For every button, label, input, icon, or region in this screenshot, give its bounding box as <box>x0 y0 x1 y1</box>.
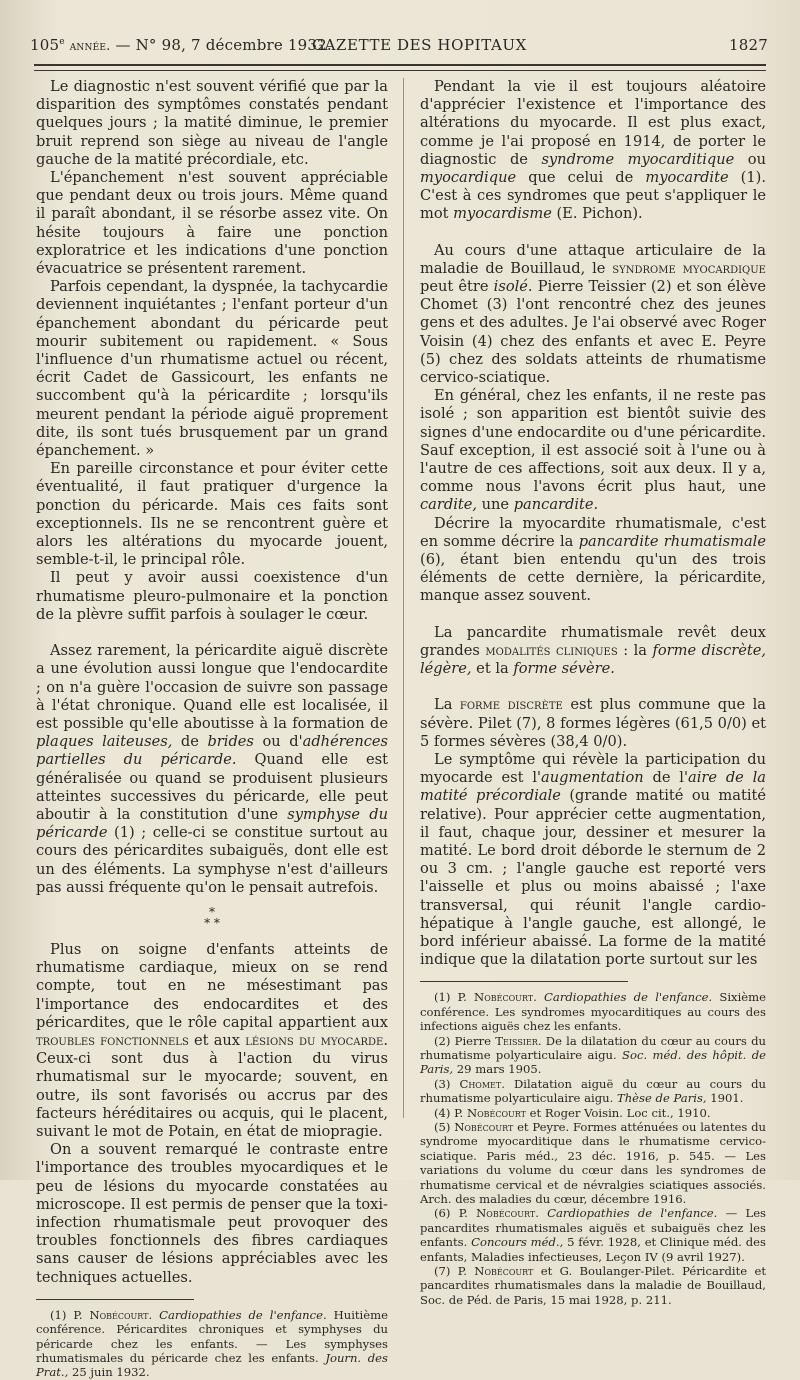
section-asterism: * * * <box>204 904 220 930</box>
paragraph: La forme discrète est plus commune que la sévère. Pilet (7), 8 formes légères (61,5 0/0) et 5 formes sévères (38,4 0/0). <box>420 696 767 750</box>
paragraph: Au cours d'une attaque articulaire de la maladie de Bouillaud, le syndrome myocardique peut être isolé. Pierre Teissier (2) et son élève Chomet (3) l'ont rencontré chez des jeunes gens et des adultes. Je l'ai observé avec Roger Voisin (4) chez des enfants et avec E. Peyre (5) chez des soldats atteints de rhumatisme cervico-sciatique. <box>420 241 766 387</box>
paragraph: En général, chez les enfants, il ne reste pas isolé ; son apparition est bientôt suivie des signes d'une endocardite ou d'une péricardite. Sauf exception, il est associé soit à l'une ou à l'autre de ces affections, soit aux deux. Il y a, comme nous l'avons écrit plus haut, une cardite, une pancardite. <box>420 387 766 514</box>
right-column <box>420 78 766 1307</box>
footnote: (5) Nobécourt et Peyre. Formes atténuées ou latentes du syndrome myocarditique dans le rhumatisme cervico-sciatique. Paris méd., 23 déc. 1916, p. 545. — Les variations du volume du cœur dans les syndromes de rhumatisme cervical et de névralgies sciatiques associés. Arch. des maladies du cœur, décembre 1916. <box>420 1120 766 1207</box>
journal-title: GAZETTE DES HOPITAUX <box>312 36 527 54</box>
header-rule <box>34 64 766 66</box>
issue-info: 105e année. — N° 98, 7 décembre 1932. <box>30 36 332 54</box>
footnote: (1) P. Nobécourt. Cardiopathies de l'enfance. Sixième conférence. Les syndromes myocarditiques au cours des infections aiguës chez les enfants. <box>420 990 766 1034</box>
footnote: (4) P. Nobécourt et Roger Voisin. Loc cit., 1910. <box>434 1105 711 1120</box>
paragraph: Assez rarement, la péricardite aiguë discrète a une évolution aussi longue que l'endocardite ; on n'a guère l'occasion de suivre son passage à l'état chronique. Quand elle est localisée, il est possible qu'elle aboutisse à la formation de plaques laiteuses, de brides ou d'adhérences partielles du péricarde. Quand elle est généralisée ou quand se produisent plusieurs atteintes successives du péricarde, elle peut aboutir à la constitution d'une symphyse du péricarde (1) ; celle-ci se constitue surtout au cours des péricardites subaiguës, dont elle est un des éléments. La symphyse n'est d'ailleurs pas aussi fréquente qu'on le pensait autrefois. <box>36 642 389 896</box>
page-number: 1827 <box>729 36 768 54</box>
paragraph: On a souvent remarqué le contraste entre l'importance des troubles myocardiques et le peu de lésions du myocarde constatées au microscope. Il est permis de penser que la toxi-infection rhumatismale peut provoquer des troubles fonctionnels des fibres cardiaques sans causer de lésions appréciables avec les techniques actuelles. <box>36 1141 388 1286</box>
footnotes <box>420 990 766 1307</box>
paragraph: Plus on soigne d'enfants atteints de rhumatisme cardiaque, mieux on se rend compte, tout en ne mésestimant pas l'importance des endocardites et des péricardites, que le rôle capital appartient aux troubles fonctionnels et aux lésions du myocarde. Ceux-ci sont dus à l'action du virus rhumatismal sur le myocarde; souvent, en outre, ils sont favorisés ou accrus par des facteurs héréditaires ou acquis, qui le placent, suivant le mot de Potain, en état de miopragie. <box>36 940 388 1140</box>
paragraph: Le diagnostic n'est souvent vérifié que par la disparition des symptômes constatés pendant quelques jours ; la matité diminue, le premier bruit reprend son siège au niveau de l'angle gauche de la matité précordiale, etc. <box>36 78 388 168</box>
left-column <box>36 78 388 1380</box>
paragraph: En pareille circonstance et pour éviter cette éventualité, il faut pratiquer d'urgence la ponction du péricarde. Mais ces faits sont exceptionnels. Ils ne se rencontrent guère et alors les altérations du myocarde jouent, semble-t-il, le principal rôle. <box>36 460 388 569</box>
paragraph: Parfois cependant, la dyspnée, la tachycardie deviennent inquiétantes ; l'enfant porteur d'un épanchement abondant du péricarde peut mourir subitement ou rapidement. « Sous l'influence d'un rhumatisme actuel ou récent, écrit Cadet de Gassicourt, les enfants ne succombent qu'à la péricardite ; lorsqu'ils meurent pendant la période aiguë proprement dite, ils sont tués brusquement par un grand épanchement. » <box>36 278 388 460</box>
paragraph: Pendant la vie il est toujours aléatoire d'apprécier l'existence et l'importance des altérations du myocarde. Il est plus exact, comme je l'ai proposé en 1914, de porter le diagnostic de syndrome myocarditique ou myocardique que celui de myocardite (1). C'est à ces syndromes que peut s'appliquer le mot myocardisme (E. Pichon). <box>420 78 766 223</box>
footnote: (2) Pierre Teissier. De la dilatation du cœur au cours du rhumatisme polyarticulaire aigu. Soc. méd. des hôpit. de Paris, 29 mars 1905. <box>420 1033 767 1077</box>
paragraph: L'épanchement n'est souvent appréciable que pendant deux ou trois jours. Même quand il paraît abondant, il se résorbe assez vite. On hésite toujours à faire une ponction exploratrice et les indications d'une ponction évacuatrice se présentent rarement. <box>36 169 388 278</box>
footnote: (7) P. Nobécourt et G. Boulanger-Pilet. Péricardite et pancardites rhumatismales dans la maladie de Bouillaud, Soc. de Péd. de Paris, 15 mai 1928, p. 211. <box>420 1264 766 1307</box>
paragraph: Le symptôme qui révèle la participation du myocarde est l'augmentation de l'aire de la matité précordiale (grande matité ou matité relative). Pour apprécier cette augmentation, il faut, chaque jour, dessiner et mesurer la matité. Le bord droit déborde le sternum de 2 ou 3 cm. ; l'angle gauche est reporté vers l'aisselle et plus ou moins abaissé ; l'axe transversal, qui réunit l'angle cardio-hépatique à l'angle gauche, est allongé, le bord inférieur abaissé. La forme de la matité indique que la dilatation porte surtout sur les <box>420 750 767 969</box>
footnote: (1) P. Nobécourt. Cardiopathies de l'enfance. Huitième conférence. Péricardites chroniques et symphyses du péricarde chez les enfants. — Les symphyses rhumatismales du péricarde chez les enfants. Journ. des Prat., 25 juin 1932. <box>36 1307 388 1380</box>
running-header <box>30 36 768 58</box>
paragraph: La pancardite rhumatismale revêt deux grandes modalités cliniques : la forme discrète, légère, et la forme sévère. <box>420 623 767 678</box>
footnote: (6) P. Nobécourt. Cardiopathies de l'enfance. — Les pancardites rhumatismales aiguës et subaiguës chez les enfants. Concours méd., 5 févr. 1928, et Clinique méd. des enfants, Maladies infectieuses, Leçon IV (9 avril 1927). <box>420 1206 767 1264</box>
footnote-rule <box>420 981 628 982</box>
paragraph: Il peut y avoir aussi coexistence d'un rhumatisme pleuro-pulmonaire et la ponction de la plèvre suffit parfois à soulager le cœur. <box>36 569 388 623</box>
paragraph: Décrire la myocardite rhumatismale, c'est en somme décrire la pancardite rhumatismale (6), étant bien entendu qu'un des trois éléments de cette dernière, la péricardite, manque assez souvent. <box>420 514 766 605</box>
footnote-rule <box>36 1299 194 1300</box>
column-separator <box>403 78 404 1118</box>
header-rule-thin <box>34 70 766 71</box>
footnote: (3) Chomet. Dilatation aiguë du cœur au cours du rhumatisme polyarticulaire aigu. Thèse de Paris, 1901. <box>420 1076 767 1106</box>
